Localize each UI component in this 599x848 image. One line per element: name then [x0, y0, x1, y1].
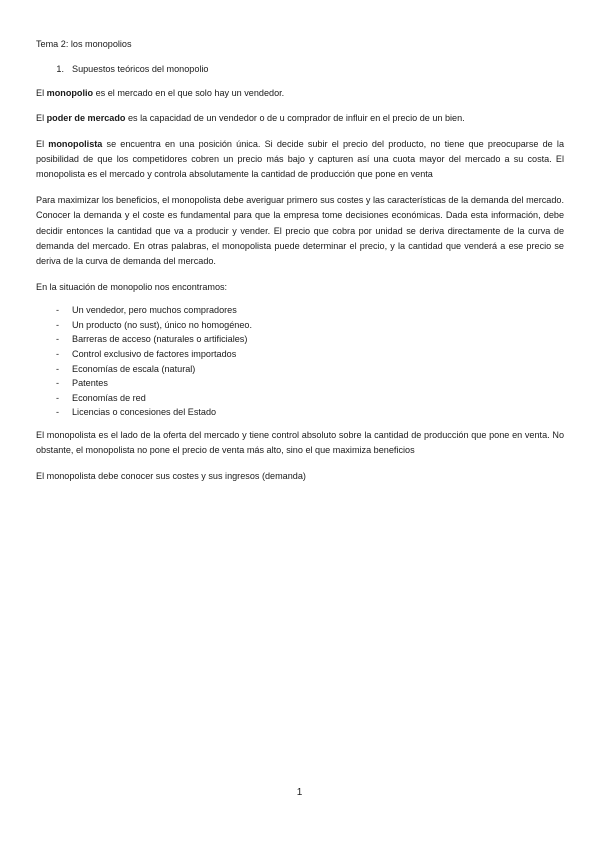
document-title: Tema 2: los monopolios — [36, 39, 132, 49]
list-item-text: Economías de red — [72, 392, 146, 403]
paragraph-poder-de-mercado — [36, 111, 564, 126]
list-item-text: Patentes — [72, 378, 108, 389]
paragraph-pre: El — [36, 113, 47, 124]
bullet-dash: - — [56, 305, 60, 316]
bullet-dash: - — [56, 334, 60, 345]
section-heading — [36, 62, 564, 77]
list-item — [36, 318, 564, 333]
monopoly-conditions-list — [36, 303, 564, 420]
list-item-text: Un vendedor, pero muchos compradores — [72, 305, 237, 316]
list-item — [36, 332, 564, 347]
document-body — [36, 37, 564, 494]
paragraph-situacion-monopolio: En la situación de monopolio nos encontramos: — [36, 281, 228, 292]
list-item — [36, 362, 564, 377]
list-item-text: Economías de escala (natural) — [72, 363, 196, 374]
bullet-dash: - — [56, 407, 60, 418]
paragraph-pre: El — [36, 138, 49, 149]
paragraph-post: es la capacidad de un vendedor o de u comprador de influir en el precio de un bien. — [125, 113, 465, 124]
bullet-dash: - — [56, 363, 60, 374]
paragraph-costes-ingresos: El monopolista debe conocer sus costes y sus ingresos (demanda) — [36, 470, 306, 481]
list-item-text: Licencias o concesiones del Estado — [72, 407, 217, 418]
bullet-dash: - — [56, 378, 60, 389]
list-item-text: Un producto (no sust), único no homogéneo. — [72, 319, 252, 330]
paragraph-maximizar-beneficios: Para maximizar los beneficios, el monopolista debe averiguar primero sus costes y las características de la demanda del mercado. Conocer la demanda y el coste es fundamental para que la empresa tome decisiones económicas. Dada esta información, debe decidir entonces la cantidad que va a producir y vender. El precio que cobra por unidad se deriva directamente de la curva de demanda del mercado. En otras palabras, el monopolista puede determinar el precio, y la cantidad que venderá a ese precio se deriva de la curva de demanda del mercado. — [36, 194, 564, 267]
bullet-dash: - — [56, 319, 60, 330]
list-item — [36, 303, 564, 318]
list-item-text: Barreras de acceso (naturales o artificiales) — [72, 334, 248, 345]
list-item — [36, 391, 564, 406]
term-monopolio: monopolio — [46, 87, 94, 98]
paragraph-oferta-mercado: El monopolista es el lado de la oferta del mercado y tiene control absoluto sobre la cantidad de producción que pone en venta. No obstante, el monopolista no pone el precio de venta más alto, sino el que maximiza beneficios — [36, 430, 564, 456]
list-item — [36, 376, 564, 391]
paragraph-monopolio-definition — [36, 86, 564, 101]
list-item-text: Control exclusivo de factores importados — [72, 349, 237, 360]
bullet-dash: - — [56, 349, 60, 360]
section-number: 1. — [56, 64, 64, 75]
paragraph-pre: El — [36, 87, 47, 98]
paragraph-post: es el mercado en el que solo hay un vendedor. — [93, 87, 285, 98]
paragraph-post: se encuentra en una posición única. Si decide subir el precio del producto, no tiene que preocuparse de la posibilidad de que los competidores cobren un precio más bajo y capturen así una cuota mayor del mercado a su costa. El monopolista es el mercado y controla absolutamente la cantidad de producción que pone en venta — [36, 138, 564, 180]
page-number: 1 — [296, 787, 303, 798]
term-poder-de-mercado: poder de mercado — [46, 113, 126, 124]
bullet-dash: - — [56, 392, 60, 403]
term-monopolista: monopolista — [48, 138, 103, 149]
list-item — [36, 405, 564, 420]
list-item — [36, 347, 564, 362]
paragraph-monopolista — [36, 137, 564, 183]
section-label: Supuestos teóricos del monopolio — [72, 64, 209, 75]
